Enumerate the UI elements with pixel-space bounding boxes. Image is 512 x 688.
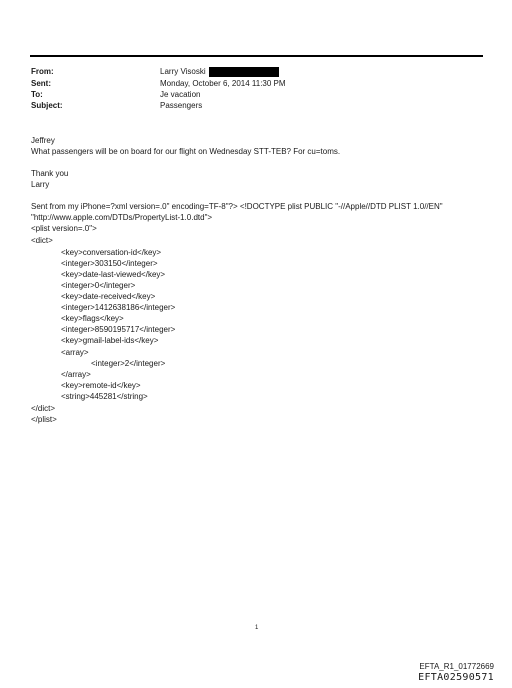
plist-value-line: <string>445281</string> — [61, 392, 148, 401]
sent-value: Monday, October 6, 2014 11:30 PM — [160, 79, 286, 88]
plist-value-line: <integer>8590195717</integer> — [61, 325, 176, 334]
sender-name: Larry Visoski — [160, 67, 206, 76]
sent-label: Sent: — [31, 79, 51, 88]
sent-from-line-2: "http://www.apple.com/DTDs/PropertyList-1.0.dtd"> — [31, 213, 213, 222]
sent-from-line-1: Sent from my iPhone=?xml version=.0" encoding=TF-8"?> <!DOCTYPE plist PUBLIC "-//Apple//DTD PLIST 1.0//EN" — [31, 202, 443, 211]
from-label: From: — [31, 67, 54, 76]
array-item-line: <integer>2</integer> — [91, 359, 166, 368]
thanks-line: Thank you — [31, 169, 69, 178]
bates-stamp-primary: EFTA_R1_01772669 — [419, 662, 494, 671]
plist-key-line: <key>date-last-viewed</key> — [61, 270, 166, 279]
question-line: What passengers will be on board for our flight on Wednesday STT-TEB? For cu=toms. — [31, 147, 341, 156]
plist-key-line: <key>flags</key> — [61, 314, 124, 323]
subject-label: Subject: — [31, 101, 63, 110]
plist-close-line: </plist> — [31, 415, 57, 424]
plist-key-line: <key>remote-id</key> — [61, 381, 141, 390]
header-divider — [30, 55, 483, 57]
to-value: Je vacation — [160, 90, 201, 99]
array-open-line: <array> — [61, 348, 89, 357]
plist-key-line: <key>date-received</key> — [61, 292, 156, 301]
from-value — [160, 67, 279, 77]
bates-stamp-secondary: EFTA02590571 — [418, 672, 494, 683]
plist-key-line: <key>conversation-id</key> — [61, 248, 162, 257]
plist-value-line: <integer>0</integer> — [61, 281, 136, 290]
signature-line: Larry — [31, 180, 50, 189]
array-close-line: </array> — [61, 370, 91, 379]
plist-key-line: <key>gmail-label-ids</key> — [61, 336, 159, 345]
plist-open-line: <plist version=.0"> — [31, 224, 97, 233]
to-label: To: — [31, 90, 43, 99]
greeting: Jeffrey — [31, 136, 55, 145]
dict-open-line: <dict> — [31, 236, 53, 245]
dict-close-line: </dict> — [31, 404, 56, 413]
page-number: 1 — [255, 625, 259, 631]
plist-value-line: <integer>1412638186</integer> — [61, 303, 176, 312]
subject-value: Passengers — [160, 101, 203, 110]
plist-value-line: <integer>303150</integer> — [61, 259, 158, 268]
redaction-block — [209, 67, 279, 77]
